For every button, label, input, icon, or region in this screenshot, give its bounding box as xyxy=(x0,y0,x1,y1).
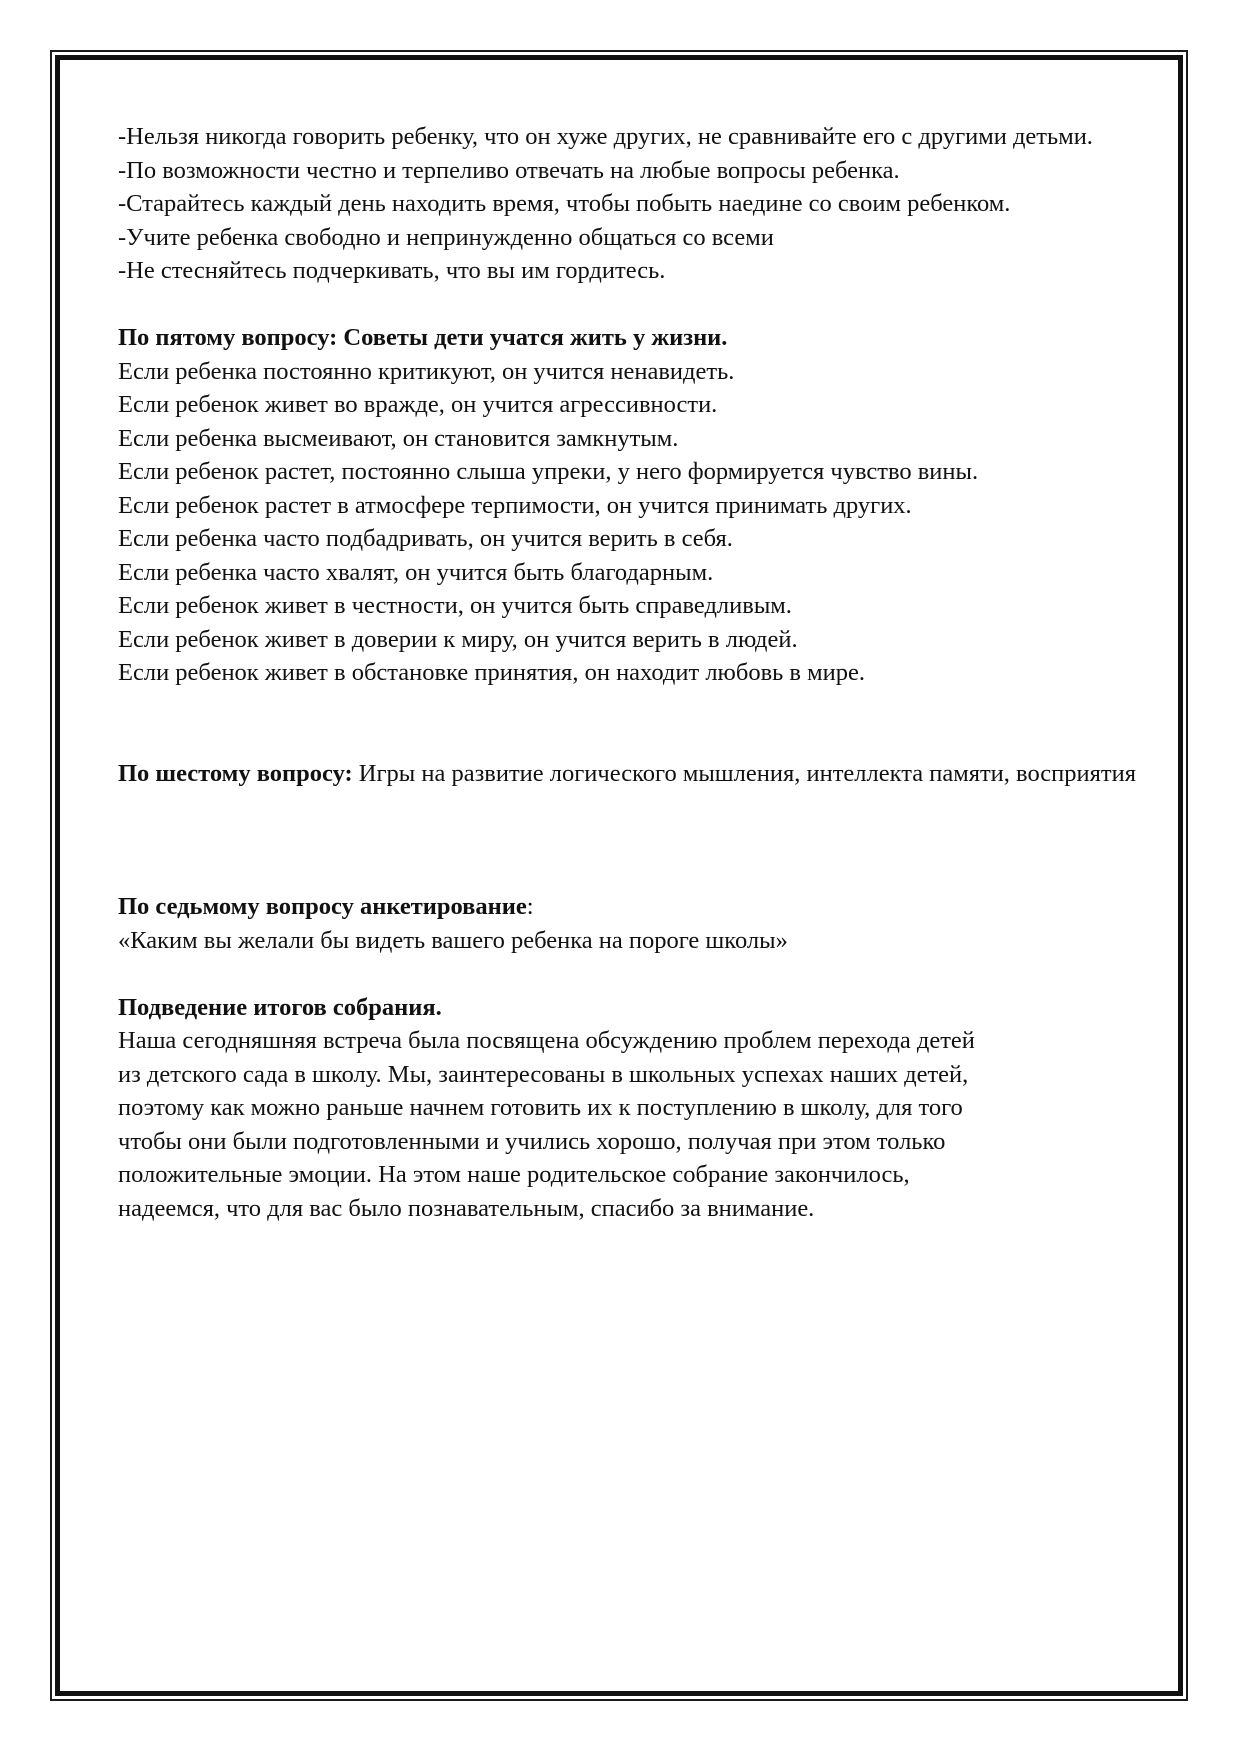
advice-line: Если ребенок живет в обстановке принятия, он находит любовь в мире. xyxy=(118,659,865,686)
advice-line: Если ребенка часто подбадривать, он учится верить в себя. xyxy=(118,525,733,552)
tips-section xyxy=(118,120,1148,288)
summary-line: надеемся, что для вас было познавательным, спасибо за внимание. xyxy=(118,1194,815,1222)
summary-line: из детского сада в школу. Мы, заинтересованы в школьных успехах наших детей, xyxy=(118,1060,969,1088)
question7-section xyxy=(118,890,1148,957)
question6-section xyxy=(118,757,1148,791)
summary-section xyxy=(118,991,1148,1226)
advice-line: Если ребенка высмеивают, он становится замкнутым. xyxy=(118,424,679,452)
question5-heading: По пятому вопросу: Советы дети учатся жить у жизни. xyxy=(118,324,728,351)
question5-section xyxy=(118,321,1148,690)
advice-line: Если ребенок живет в честности, он учится быть справедливым. xyxy=(118,592,792,619)
summary-line: Наша сегодняшняя встреча была посвящена обсуждению проблем перехода детей xyxy=(118,1027,975,1054)
advice-line: Если ребенка постоянно критикуют, он учится ненавидеть. xyxy=(118,357,735,385)
advice-line: Если ребенок живет в доверии к миру, он учится верить в людей. xyxy=(118,625,798,653)
advice-line: Если ребенок живет во вражде, он учится агрессивности. xyxy=(118,391,718,418)
summary-line: поэтому как можно раньше начнем готовить их к поступлению в школу, для того xyxy=(118,1094,963,1121)
spacer xyxy=(118,690,1148,757)
question7-text: «Каким вы желали бы видеть вашего ребенка на пороге школы» xyxy=(118,926,788,954)
spacer xyxy=(118,288,1148,322)
question6-paragraph xyxy=(118,757,1148,791)
document-body xyxy=(118,120,1148,1225)
tip-line: -Не стесняйтесь подчеркивать, что вы им гордитесь. xyxy=(118,257,666,284)
question7-heading-suffix: : xyxy=(526,893,534,920)
spacer xyxy=(118,790,1148,890)
tip-line: -По возможности честно и терпеливо отвечать на любые вопросы ребенка. xyxy=(118,156,900,184)
advice-line: Если ребенок растет в атмосфере терпимости, он учится принимать других. xyxy=(118,491,912,519)
summary-line: положительные эмоции. На этом наше родительское собрание закончилось, xyxy=(118,1161,910,1188)
question7-heading-line xyxy=(118,890,1148,924)
advice-line: Если ребенок растет, постоянно слыша упреки, у него формируется чувство вины. xyxy=(118,458,979,485)
summary-heading: Подведение итогов собрания. xyxy=(118,993,442,1021)
question7-heading: По седьмому вопросу анкетирование xyxy=(118,893,527,920)
tip-line: -Старайтесь каждый день находить время, чтобы побыть наедине со своим ребенком. xyxy=(118,190,1011,217)
summary-line: чтобы они были подготовленными и учились хорошо, получая при этом только xyxy=(118,1127,946,1155)
advice-line: Если ребенка часто хвалят, он учится быть благодарным. xyxy=(118,558,714,586)
tip-line: -Нельзя никогда говорить ребенку, что он хуже других, не сравнивайте его с другими детьми. xyxy=(118,123,1093,150)
question6-heading: По шестому вопросу: xyxy=(118,759,353,787)
tip-line: -Учите ребенка свободно и непринужденно общаться со всеми xyxy=(118,223,774,251)
spacer xyxy=(118,957,1148,991)
question6-text: Игры на развитие логического мышления, интеллекта памяти, восприятия xyxy=(352,759,1137,787)
